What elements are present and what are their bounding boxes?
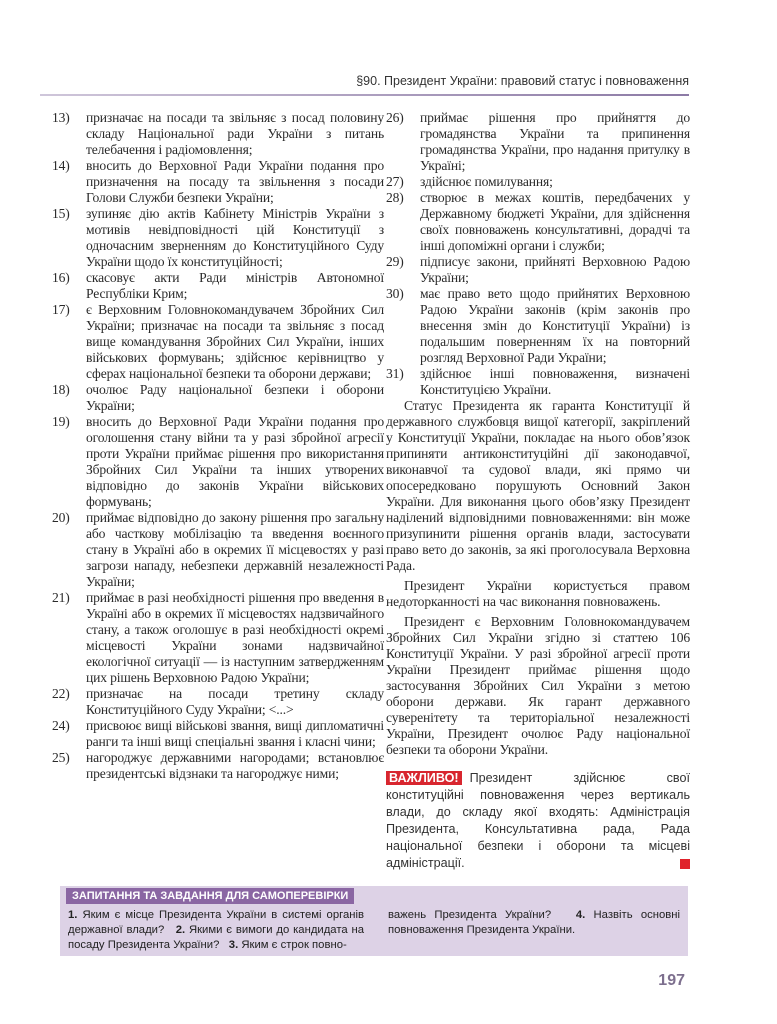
item-text: вносить до Верховної Ради України подання про оголошення стану війни та у разі збройної агресії проти України приймає рішення про використання Збройних Сил України та інших утворених відповідно до законів України військових формувань; xyxy=(86,414,384,509)
self-check-questions xyxy=(60,886,688,956)
item-number: 27) xyxy=(386,174,404,189)
item-text: призначає на посади третину складу Конституційного Суду України; <...> xyxy=(86,686,384,717)
item-number: 26) xyxy=(386,110,404,125)
list-item xyxy=(386,254,690,286)
item-text: нагороджує державними нагородами; встановлює президентські відзнаки та нагороджує ними; xyxy=(86,750,384,781)
item-number: 25) xyxy=(52,750,70,765)
item-text: скасовує акти Ради міністрів Автономної Республіки Крим; xyxy=(86,270,384,301)
item-number: 20) xyxy=(52,510,70,525)
questions-left xyxy=(68,908,364,953)
item-text: підписує закони, прийняті Верховною Радою України; xyxy=(420,254,690,285)
question-4: Назвіть основні повноваження Президента України. xyxy=(388,909,681,936)
item-number: 31) xyxy=(386,366,404,381)
item-text: вносить до Верховної Ради України подання про призначення на посаду та звільнення з посади Голови Служби безпеки України; xyxy=(86,158,384,205)
item-number: 18) xyxy=(52,382,70,397)
questions-title: ЗАПИТАННЯ ТА ЗАВДАННЯ ДЛЯ САМОПЕРЕВІРКИ xyxy=(66,888,354,904)
item-number: 29) xyxy=(386,254,404,269)
left-column xyxy=(52,110,384,782)
list-item xyxy=(386,190,690,254)
list-item xyxy=(52,206,384,270)
item-number: 30) xyxy=(386,286,404,301)
question-number: 1. xyxy=(68,909,78,921)
item-number: 13) xyxy=(52,110,70,125)
list-item xyxy=(52,382,384,414)
item-text: очолює Раду національної безпеки і оборони України; xyxy=(86,382,384,413)
list-item xyxy=(52,510,384,590)
question-3-continued: важень Президента України? xyxy=(388,909,552,921)
list-item xyxy=(52,110,384,158)
question-1: Яким є місце Президента України в системі органів державної влади? xyxy=(68,909,365,936)
right-column xyxy=(386,110,690,872)
item-text: створює в межах коштів, передбачених у Державному бюджеті України, для здійснення своїх повноважень консультативні, дорадчі та інші допоміжні органи і служби; xyxy=(420,190,690,253)
item-text: має право вето щодо прийнятих Верховною Радою України законів (крім законів про внесення змін до Конституції України) із подальшим поверненням їх на повторний розгляд Верховної Ради України; xyxy=(420,286,690,365)
item-text: присвоює вищі військові звання, вищі дипломатичні ранги та інші вищі спеціальні звання і класні чини; xyxy=(86,718,384,749)
important-text: Президент здійснює свої конституційні повноваження через вертикаль влади, до складу якої входять: Адміністрація Президента, Консультативна рада, Рада національної безпеки і оборони та місцеві адміністрації. xyxy=(386,771,690,870)
list-item xyxy=(52,750,384,782)
page-number: 197 xyxy=(658,972,685,989)
question-number: 2. xyxy=(175,924,186,936)
list-item xyxy=(52,158,384,206)
item-number: 22) xyxy=(52,686,70,701)
end-mark-icon xyxy=(680,859,690,869)
section-title: §90. Президент України: правовий статус і повноваження xyxy=(356,74,689,88)
list-item xyxy=(52,718,384,750)
item-text: призначає на посади та звільняє з посад половину складу Національної ради України з питань телебачення і радіомовлення; xyxy=(86,110,384,157)
list-item xyxy=(52,590,384,686)
question-number: 4. xyxy=(575,909,586,921)
item-number: 16) xyxy=(52,270,70,285)
header-rule xyxy=(40,94,689,96)
list-item xyxy=(386,286,690,366)
item-text: приймає в разі необхідності рішення про введення в Україні або в окремих її місцевостях надзвичайного стану, а також оголошує в разі необхідності окремі місцевості України зонами надзвичайної екологічної ситуації — із наступним затвердженням цих рішень Верховною Радою України; xyxy=(86,590,384,685)
list-item xyxy=(52,302,384,382)
paragraph-commander: Президент є Верховним Головнокомандувачем Збройних Сил України згідно зі статтею 106 Конституції України. У разі збройної агресії проти України Президент приймає рішення щодо застосування Збройних Сил України з метою оборони держави. Як гарант державного суверенітету та територіальної незалежності України, Президент очолює Раду національної безпеки та оборони України. xyxy=(386,614,690,757)
list-item xyxy=(52,414,384,510)
list-item xyxy=(52,686,384,718)
item-number: 24) xyxy=(52,718,70,733)
item-number: 19) xyxy=(52,414,70,429)
important-badge: ВАЖЛИВО! xyxy=(386,771,462,785)
question-3: Яким є строк повно- xyxy=(241,939,347,951)
item-text: приймає відповідно до закону рішення про загальну або часткову мобілізацію та введення воєнного стану в Україні або в окремих її місцевостях у разі загрози нападу, небезпеки державній незалежності України; xyxy=(86,510,384,589)
question-2: Якими є вимоги до кандидата на посаду Президента України? xyxy=(68,924,365,951)
list-item xyxy=(52,270,384,302)
question-number: 3. xyxy=(228,939,239,951)
item-number: 15) xyxy=(52,206,70,221)
item-text: здійснює помилування; xyxy=(420,174,553,189)
item-text: є Верховним Головнокомандувачем Збройних Сил України; призначає на посади та звільняє з посад вище командування Збройних Сил України, інших військових формувань; здійснює керівництво у сферах національної безпеки та оборони держави; xyxy=(86,302,384,381)
paragraph-status: Статус Президента як гаранта Конституції й державного службовця вищої категорії, закріплений у Конституції України, покладає на нього обов’язок припиняти антиконституційні дії законодавчої, виконавчої та судової влади, які прямо чи опосередковано порушують Основний Закон України. Для виконання цього обов’язку Президент наділений відповідними повноваженнями: він може призупинити рішення органів влади, застосувати право вето до законів, за які проголосувала Верховна Рада. xyxy=(386,398,690,573)
item-number: 14) xyxy=(52,158,70,173)
important-note xyxy=(386,770,690,872)
paragraph-immunity: Президент України користується правом недоторканності на час виконання повноважень. xyxy=(386,578,690,609)
item-number: 21) xyxy=(52,590,70,605)
questions-right xyxy=(388,908,680,938)
item-text: здійснює інші повноваження, визначені Конституцією України. xyxy=(420,366,690,397)
item-number: 17) xyxy=(52,302,70,317)
item-text: зупиняє дію актів Кабінету Міністрів України з мотивів невідповідності цій Конституції з одночасним зверненням до Конституційного Суду України щодо їх конституційності; xyxy=(86,206,384,269)
list-item xyxy=(386,366,690,398)
running-header xyxy=(40,72,689,96)
list-item xyxy=(386,110,690,174)
item-number: 28) xyxy=(386,190,404,205)
list-item xyxy=(386,174,690,190)
item-text: приймає рішення про прийняття до громадянства України та припинення громадянства України, про надання притулку в Україні; xyxy=(420,110,690,173)
